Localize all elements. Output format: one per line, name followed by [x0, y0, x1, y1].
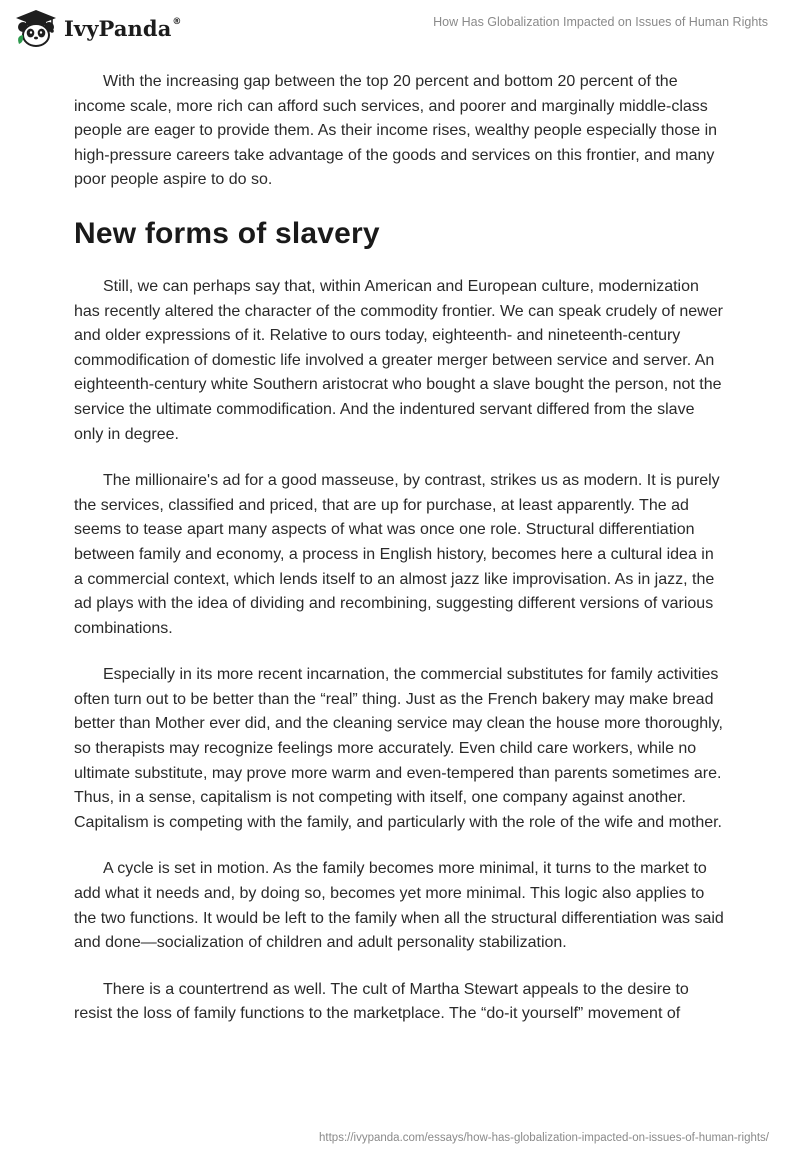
- panda-graduate-icon: [14, 8, 58, 48]
- body-paragraph: Especially in its more recent incarnation, the commercial substitutes for family activities often turn out to be better than the “real” thing. Just as the French bakery may make bread better than Mother ever did, and the cleaning service may clean the house more thoroughly, so therapists may recognize feelings more accurately. Even child care workers, while no ultimate substitute, may prove more warm and even-tempered than parents sometimes are. Thus, in a sense, capitalism is not competing with itself, one company against another. Capitalism is competing with the family, and particularly with the role of the wife and mother.: [74, 666, 723, 831]
- registered-mark: ®: [172, 16, 182, 27]
- brand-name: [64, 16, 182, 41]
- document-title: How Has Globalization Impacted on Issues of Human Rights: [433, 15, 768, 29]
- ivypanda-logo[interactable]: [14, 8, 182, 48]
- source-url[interactable]: https://ivypanda.com/essays/how-has-globalization-impacted-on-issues-of-human-rights/: [319, 1132, 769, 1144]
- page-header: [0, 0, 800, 60]
- section-heading: New forms of slavery: [74, 216, 380, 250]
- body-paragraph: There is a countertrend as well. The cult of Martha Stewart appeals to the desire to resist the loss of family functions to the marketplace. The “do-it yourself” movement of: [74, 980, 689, 1023]
- intro-paragraph: With the increasing gap between the top 20 percent and bottom 20 percent of the income scale, more rich can afford such services, and poorer and marginally middle-class people are eager to provide them. As their income rises, wealthy people especially those in high-pressure careers take advantage of the goods and services on this frontier, and many poor people aspire to do so.: [74, 73, 718, 189]
- brand-name-text: IvyPanda: [64, 15, 172, 41]
- body-paragraph: Still, we can perhaps say that, within American and European culture, modernization has recently altered the character of the commodity frontier. We can speak crudely of newer and older expressions of it. Relative to ours today, eighteenth- and nineteenth-century commodification of domestic life involved a greater merger between service and server. An eighteenth-century white Southern aristocrat who bought a slave bought the person, not the service the ultimate commodification. And the indentured servant differed from the slave only in degree.: [74, 277, 723, 443]
- body-paragraph: The millionaire's ad for a good masseuse, by contrast, strikes us as modern. It is purely the services, classified and priced, that are up for purchase, at least apparently. The ad seems to tease apart many aspects of what was once one role. Structural differentiation between family and economy, a process in English history, becomes here a cultural idea in a commercial context, which lends itself to an almost jazz like improvisation. As in jazz, the ad plays with the idea of dividing and recombining, suggesting different versions of various combinations.: [74, 472, 720, 637]
- essay-content: [74, 70, 726, 1049]
- body-paragraph: A cycle is set in motion. As the family becomes more minimal, it turns to the market to add what it needs and, by doing so, becomes yet more minimal. This logic also applies to the two functions. It would be left to the family when all the structural differentiation was said and done—socialization of children and adult personality stabilization.: [74, 860, 724, 952]
